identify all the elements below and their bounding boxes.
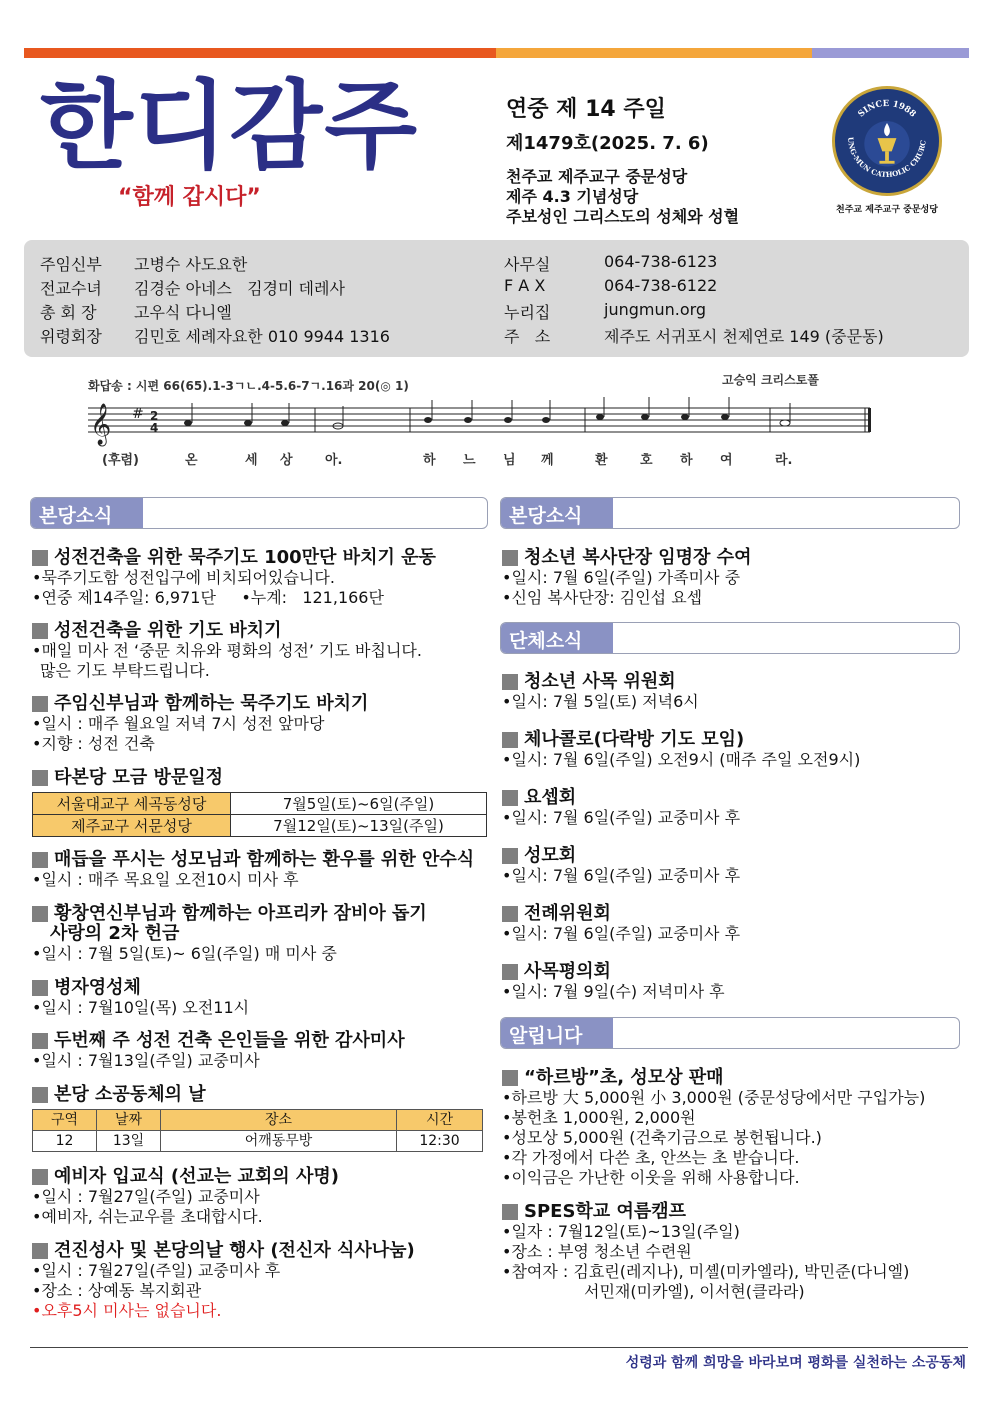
staff-key: 전교수녀	[40, 279, 102, 298]
staff-value: jungmun.org	[604, 300, 707, 319]
masthead-title: 한디감주	[40, 69, 419, 182]
issue-line: 주보성인 그리스도의 성체와 성혈	[506, 207, 740, 226]
staff-value: 고병수 사도요한	[134, 255, 248, 274]
lyric: 세	[245, 453, 258, 468]
lyric: 상	[280, 453, 293, 468]
lyric: 하	[680, 453, 693, 468]
psalm-composer: 고승익 크리스토폴	[722, 373, 819, 387]
issue-title: 연중 제 14 주일	[506, 97, 666, 122]
logo-ring: UNG-MUN CATHOLIC CHURC	[846, 136, 928, 180]
lyric: 께	[541, 453, 554, 468]
section-header-right	[500, 497, 960, 529]
staff-key: 총 회 장	[40, 303, 97, 322]
lyric: 하	[423, 453, 436, 468]
section-header-notices	[500, 1017, 960, 1049]
section-title: 단체소식	[501, 623, 613, 653]
group-item: 요셉회 •일시: 7월 6일(주일) 교중미사 후	[502, 787, 741, 827]
lyric: 아.	[325, 453, 343, 468]
logo-caption: 천주교 제주교구 중문성당	[836, 205, 938, 215]
issue-line: 천주교 제주교구 중문성당	[506, 167, 688, 186]
news-item: 예비자 입교식 (선교는 교회의 사명) •일시 : 7월27일(주일) 교중미사 •예비자, 쉬는교우를 초대합시다.	[32, 1166, 339, 1226]
group-item: 성모회 •일시: 7월 6일(주일) 교중미사 후	[502, 845, 741, 885]
staff-key: 주임신부	[40, 255, 102, 274]
staff-value: 김민호 세례자요한 010 9944 1316	[134, 327, 390, 346]
group-item: 청소년 사목 위원회 •일시: 7월 5일(토) 저녁6시	[502, 671, 699, 711]
section-title: 알립니다	[501, 1018, 613, 1048]
staff-key: 사무실	[504, 255, 551, 274]
news-item: 병자영성체 •일시 : 7월10일(목) 오전11시	[32, 977, 250, 1017]
group-item: 사목평의회 •일시: 7월 9일(수) 저녁미사 후	[502, 961, 725, 1001]
news-item: 매듭을 푸시는 성모님과 함께하는 환우를 위한 안수식 •일시 : 매주 목요일 오전10시 미사 후	[32, 849, 475, 889]
svg-text:4: 4	[150, 421, 159, 435]
staff-value: 064-738-6123	[604, 252, 718, 271]
news-item: 청소년 복사단장 임명장 수여 •일시: 7월 6일(주일) 가족미사 중 •신임 복사단장: 김인섭 요셉	[502, 547, 752, 607]
lyric: 온	[185, 453, 198, 468]
section-header-left	[30, 497, 488, 529]
psalm-ref: 화답송 : 시편 66(65).1-3ㄱㄴ.4-5.6-7ㄱ.16과 20(◎ 1)	[88, 379, 409, 393]
issue-number: 제1479호(2025. 7. 6)	[506, 133, 709, 154]
group-item: 체나콜로(다락방 기도 모임) •일시: 7월 6일(주일) 오전9시 (매주 주일 오전9시)	[502, 729, 861, 769]
news-item: 타본당 모금 방문일정 서울대교구 세곡동성당 7월5일(토)~6일(주일) 제주교구 서문성당 7월12일(토)~13일(주일)	[32, 768, 487, 837]
staff-key: 위령회장	[40, 327, 102, 346]
staff-value: 064-738-6122	[604, 276, 718, 295]
news-item: 성전건축을 위한 묵주기도 100만단 바치기 운동 •묵주기도함 성전입구에 비치되어있습니다. •연중 제14주일: 6,971단 •누계: 121,166단	[32, 547, 436, 607]
news-item: 성전건축을 위한 기도 바치기 •매일 미사 전 ‘중문 치유와 평화의 성전’ 기도 바칩니다. 많은 기도 부탁드립니다.	[32, 620, 422, 680]
staff-key: 주 소	[504, 327, 551, 346]
news-item: 주임신부님과 함께하는 묵주기도 바치기 •일시 : 매주 월요일 저녁 7시 성전 앞마당 •지향 : 성전 건축	[32, 693, 369, 753]
group-item: 전례위원회 •일시: 7월 6일(주일) 교중미사 후	[502, 903, 741, 943]
footer-divider	[30, 1347, 968, 1348]
notice-item: SPES학교 여름캠프 •일자 : 7월12일(토)~13일(주일) •장소 : 부영 청소년 수련원 •참여자 : 김효린(레지나), 미셸(미카엘라), 박민준(다니엘) 서민재(미카엘), 이서현(클라라)	[502, 1201, 910, 1301]
news-item: 견진성사 및 본당의날 행사 (전신자 식사나눔) •일시 : 7월27일(주일) 교중미사 후 •장소 : 상예동 복지회관 •오후5시 미사는 없습니다.	[32, 1240, 415, 1320]
top-color-bar	[24, 48, 969, 58]
staff-value: 고우식 다니엘	[134, 303, 232, 322]
logo-since: SINCE 1988	[856, 98, 918, 120]
footer-motto: 성령과 함께 희망을 바라보며 평화를 실천하는 소공동체	[625, 1355, 966, 1371]
staff-value: 김경순 아네스 김경미 데레사	[134, 279, 345, 298]
news-item: 본당 소공동체의 날 구역 날짜 장소 시간 12 13일 어깨동무방 12:30	[32, 1085, 483, 1152]
section-header-groups	[500, 622, 960, 654]
lyric: 여	[720, 453, 733, 468]
svg-text:2: 2	[150, 409, 159, 423]
notice-item: “하르방”초, 성모상 판매 •하르방 大 5,000원 小 3,000원 (중문성당에서만 구입가능) •봉헌초 1,000원, 2,000원 •성모상 5,000원 (건축기금으로 봉헌됩니다.) •각 가정에서 다쓴 초, 안쓰는 초 받습니다. •이익금은 가난한 이웃을 위해 사용합니다.	[502, 1067, 926, 1187]
staff-key: 누리집	[504, 303, 551, 322]
staff-box	[24, 240, 969, 357]
section-title: 본당소식	[31, 498, 143, 528]
news-item: 황창연신부님과 함께하는 아프리카 잠비아 돕기 사랑의 2차 헌금 •일시 : 7월 5일(토)~ 6일(주일) 매 미사 중	[32, 903, 427, 963]
psalm-score	[80, 368, 910, 478]
lyric: 호	[640, 453, 653, 468]
section-title: 본당소식	[501, 498, 613, 528]
lyric: (후렴)	[102, 453, 139, 468]
staff-key: F A X	[504, 276, 546, 295]
lyric: 님	[503, 453, 516, 468]
svg-text:𝄞: 𝄞	[90, 404, 112, 445]
lyric: 느	[463, 453, 476, 468]
news-item: 두번째 주 성전 건축 은인들을 위한 감사미사 •일시 : 7월13일(주일) 교중미사	[32, 1030, 405, 1070]
svg-text:#: #	[132, 406, 144, 422]
lyric: 라.	[775, 453, 793, 468]
masthead-subtitle: “함께 갑시다”	[118, 185, 261, 210]
issue-line: 제주 4.3 기념성당	[506, 187, 639, 206]
church-logo	[832, 86, 942, 196]
issue-info	[506, 92, 739, 227]
svg-text:SINCE 1988	[856, 99, 917, 120]
visit-table: 서울대교구 세곡동성당 7월5일(토)~6일(주일) 제주교구 서문성당 7월12일(토)~13일(주일)	[32, 792, 487, 837]
staff-value: 제주도 서귀포시 천제연로 149 (중문동)	[604, 327, 884, 346]
lyric: 환	[595, 453, 608, 468]
community-table: 구역 날짜 장소 시간 12 13일 어깨동무방 12:30	[32, 1109, 483, 1152]
